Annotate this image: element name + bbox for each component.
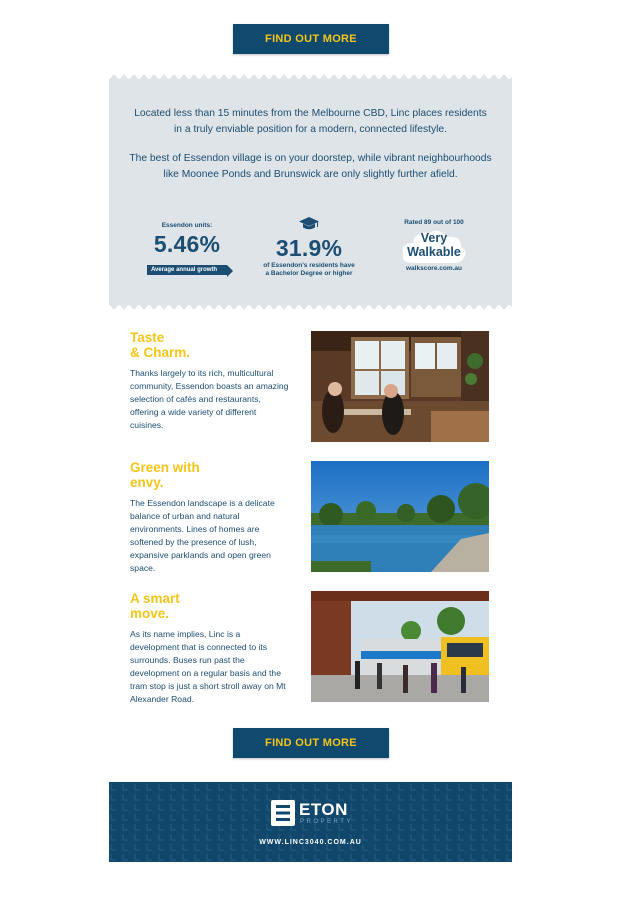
section-body-move: As its name implies, Linc is a development that is connected to its surrounds. Buses run past the development on a regular basis and the tram stop is just a short stroll away on Mt Alexander Road.	[130, 629, 286, 704]
section-title-green	[130, 460, 200, 490]
website-link[interactable]: WWW.LINC3040.COM.AU	[259, 839, 362, 846]
section-title-line1: Green with	[130, 460, 200, 475]
stat-walk-label: Rated 89 out of 100	[404, 219, 464, 226]
intro-paragraph-1: Located less than 15 minutes from the Melbourne CBD, Linc places residents in a truly enviable position for a modern, connected lifestyle.	[134, 108, 487, 135]
cafe-photo	[311, 331, 489, 442]
stat-degree-value: 31.9%	[275, 235, 343, 261]
stat-unit-growth	[137, 222, 237, 276]
logo-sub-text: PROPERTY	[300, 819, 353, 825]
stat-walk-line2: Walkable	[407, 245, 461, 259]
stat-unit-caption: Average annual growth	[147, 265, 227, 275]
train-station-photo	[311, 591, 489, 702]
section-title-line1: A smart	[130, 591, 180, 606]
graduation-cap-icon	[299, 216, 319, 232]
stat-degree-caption-1: of Essendon's residents have	[263, 262, 355, 269]
section-title-line2: envy.	[130, 475, 164, 490]
zigzag-edge-top	[109, 74, 512, 80]
stat-degree-caption-2: a Bachelor Degree or higher	[265, 270, 353, 277]
intro-paragraph-2: The best of Essendon village is on your doorstep, while vibrant neighbourhoods like Moonee Ponds and Brunswick are only slightly further afield.	[129, 153, 492, 180]
walk-badge	[399, 229, 469, 265]
logo-brand-text: ETON	[299, 800, 348, 819]
section-title-move	[130, 591, 180, 621]
eton-logo-icon	[271, 800, 295, 826]
zigzag-edge-bottom	[109, 304, 512, 310]
stats-panel	[109, 79, 512, 305]
footer-banner	[109, 782, 512, 862]
find-out-more-button-bottom[interactable]: FIND OUT MORE	[233, 728, 389, 758]
section-title-line2: & Charm.	[130, 345, 191, 360]
stat-walk-line1: Very	[420, 231, 448, 245]
section-body-green: The Essendon landscape is a delicate balance of urban and natural environments. Lines of homes are softened by the presence of lush, expansive parklands and open green space.	[130, 498, 275, 573]
stat-degree	[259, 216, 359, 278]
section-title-line1: Taste	[130, 330, 165, 345]
stat-walkability	[391, 219, 477, 273]
section-title-taste	[130, 330, 190, 360]
section-title-line2: move.	[130, 606, 170, 621]
eton-property-logo[interactable]	[271, 800, 361, 830]
section-body-taste: Thanks largely to its rich, multicultural community, Essendon boasts an amazing selection of cafés and restaurants, offering a wide variety of different cuisines.	[130, 368, 289, 430]
stat-walk-source: walkscore.com.au	[406, 265, 462, 272]
park-lake-photo	[311, 461, 489, 572]
stat-unit-label: Essendon units:	[161, 222, 213, 229]
find-out-more-button-top[interactable]: FIND OUT MORE	[233, 24, 389, 54]
stat-unit-value: 5.46%	[153, 231, 221, 257]
